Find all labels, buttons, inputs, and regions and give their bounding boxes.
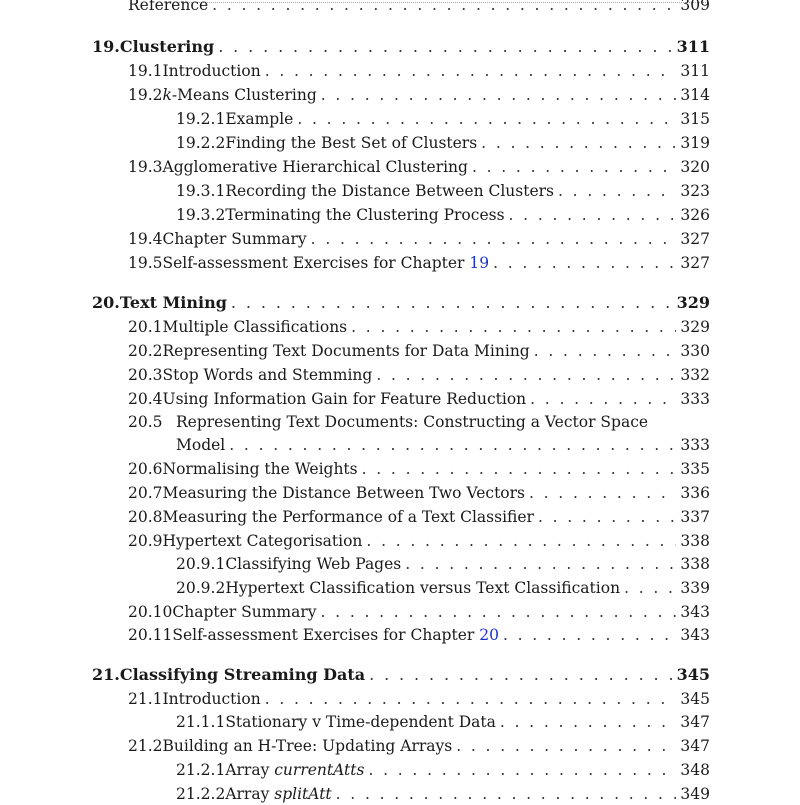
toc-number: 20.9 bbox=[128, 532, 163, 550]
toc-title: Representing Text Documents: Constructing a Vector Space bbox=[176, 413, 649, 431]
toc-title: Measuring the Distance Between Two Vectors bbox=[162, 484, 525, 502]
dot-leader bbox=[503, 624, 676, 646]
toc-number: 21.2.2 bbox=[176, 785, 226, 803]
toc-page-number: 345 bbox=[676, 665, 710, 684]
dot-leader bbox=[405, 553, 676, 575]
toc-section-row[interactable] bbox=[128, 530, 710, 552]
toc-title: Self-assessment Exercises for Chapter 19 bbox=[162, 254, 490, 272]
toc-section-row[interactable] bbox=[176, 180, 710, 202]
toc-page-number: 315 bbox=[680, 110, 710, 128]
toc-title: Chapter Summary bbox=[162, 230, 307, 248]
toc-number: 19.2.2 bbox=[176, 134, 226, 152]
dot-leader bbox=[368, 759, 676, 781]
toc-number: 20.9.1 bbox=[176, 555, 226, 573]
toc-page-number: 329 bbox=[680, 318, 710, 336]
toc-title: Classifying Web Pages bbox=[225, 555, 402, 573]
toc-section-row[interactable] bbox=[176, 783, 710, 805]
toc-section-row[interactable] bbox=[128, 364, 710, 386]
dot-leader bbox=[534, 340, 677, 362]
toc-page-number: 314 bbox=[680, 86, 710, 104]
toc-number: 19.2.1 bbox=[176, 110, 226, 128]
toc-chapter-row[interactable] bbox=[92, 664, 710, 686]
toc-section-row[interactable] bbox=[176, 553, 710, 575]
toc-section-row[interactable] bbox=[128, 316, 710, 338]
dot-leader bbox=[624, 577, 676, 599]
toc-page-number: 343 bbox=[680, 603, 710, 621]
dot-leader bbox=[311, 228, 677, 250]
toc-title: Model bbox=[176, 436, 226, 454]
toc-page-number: 337 bbox=[680, 508, 710, 526]
toc-number: 21. bbox=[92, 665, 120, 684]
toc-title: Finding the Best Set of Clusters bbox=[225, 134, 478, 152]
toc-title: Agglomerative Hierarchical Clustering bbox=[162, 158, 468, 176]
toc-section-row[interactable] bbox=[128, 411, 710, 433]
toc-title: Example bbox=[225, 110, 294, 128]
toc-page-number: 347 bbox=[680, 737, 710, 755]
toc-title: Normalising the Weights bbox=[162, 460, 358, 478]
toc-title: Array currentAtts bbox=[225, 761, 365, 779]
toc-chapter-row[interactable] bbox=[92, 36, 710, 58]
toc-page-number: 327 bbox=[680, 254, 710, 272]
dot-leader bbox=[362, 458, 677, 480]
toc-number: 20.3 bbox=[128, 366, 163, 384]
toc-title: Self-assessment Exercises for Chapter 20 bbox=[172, 626, 499, 644]
toc-title: Multiple Classifications bbox=[162, 318, 348, 336]
toc-title-italic: currentAtts bbox=[274, 761, 365, 779]
toc-page-number: 333 bbox=[680, 436, 710, 454]
toc-title: Reference bbox=[128, 0, 209, 14]
chapter-link[interactable]: 19 bbox=[469, 254, 490, 272]
dot-leader bbox=[530, 388, 676, 410]
toc-number: 20.2 bbox=[128, 342, 163, 360]
toc-page-number: 339 bbox=[680, 579, 710, 597]
dot-leader bbox=[366, 530, 676, 552]
toc-section-row[interactable] bbox=[128, 84, 710, 106]
toc-section-row[interactable] bbox=[176, 434, 710, 456]
toc-title: Measuring the Performance of a Text Classifier bbox=[162, 508, 534, 526]
toc-number: 20.8 bbox=[128, 508, 163, 526]
toc-title: Text Mining bbox=[119, 293, 227, 312]
toc-title: Classifying Streaming Data bbox=[119, 665, 366, 684]
toc-page-number: 319 bbox=[680, 134, 710, 152]
toc-number: 19.3 bbox=[128, 158, 163, 176]
toc-page-number: 309 bbox=[680, 0, 710, 14]
toc-number: 20. bbox=[92, 293, 120, 312]
toc-section-row[interactable] bbox=[128, 388, 710, 410]
toc-page-number: 335 bbox=[680, 460, 710, 478]
toc-section-row[interactable] bbox=[176, 711, 710, 733]
toc-chapter-row[interactable] bbox=[92, 292, 710, 314]
toc-number: 20.9.2 bbox=[176, 579, 226, 597]
toc-number: 20.5 bbox=[128, 413, 163, 431]
toc-page-number: 338 bbox=[680, 532, 710, 550]
toc-page-number: 338 bbox=[680, 555, 710, 573]
toc-page-number: 343 bbox=[680, 626, 710, 644]
dot-leader bbox=[538, 506, 676, 528]
dot-leader bbox=[493, 252, 676, 274]
dot-leader bbox=[321, 601, 677, 623]
toc-number: 19.1 bbox=[128, 62, 163, 80]
toc-page-number: 349 bbox=[680, 785, 710, 803]
toc-section-row[interactable] bbox=[128, 60, 710, 82]
chapter-link[interactable]: 20 bbox=[479, 626, 499, 644]
toc-title: Array splitAtt bbox=[225, 785, 332, 803]
dot-leader bbox=[376, 364, 676, 386]
dot-leader bbox=[336, 783, 677, 805]
dot-leader bbox=[229, 434, 676, 456]
toc-page-number: 332 bbox=[680, 366, 710, 384]
toc-section-row[interactable] bbox=[128, 0, 710, 16]
toc-page-number: 336 bbox=[680, 484, 710, 502]
toc-number: 20.4 bbox=[128, 390, 163, 408]
toc-section-row[interactable] bbox=[128, 252, 710, 274]
toc-title: Terminating the Clustering Process bbox=[225, 206, 505, 224]
toc-section-row[interactable] bbox=[176, 108, 710, 130]
toc-page-number: 326 bbox=[680, 206, 710, 224]
dot-leader bbox=[529, 482, 676, 504]
toc-number: 21.1 bbox=[128, 690, 163, 708]
toc-page-number: 347 bbox=[680, 713, 710, 731]
toc-number: 19.5 bbox=[128, 254, 163, 272]
toc-page-number: 323 bbox=[680, 182, 710, 200]
toc-title: Clustering bbox=[119, 37, 215, 56]
toc-section-row[interactable] bbox=[176, 132, 710, 154]
toc-title: Hypertext Classification versus Text Classification bbox=[225, 579, 621, 597]
toc-section-row[interactable] bbox=[128, 506, 710, 528]
dot-leader bbox=[297, 108, 676, 130]
toc-number: 19.3.1 bbox=[176, 182, 226, 200]
toc-section-row[interactable] bbox=[176, 759, 710, 781]
toc-title: k-Means Clustering bbox=[162, 86, 317, 104]
toc-title: Recording the Distance Between Clusters bbox=[225, 182, 555, 200]
toc-number: 20.7 bbox=[128, 484, 163, 502]
toc-section-row[interactable] bbox=[128, 458, 710, 480]
toc-title: Hypertext Categorisation bbox=[162, 532, 363, 550]
toc-number: 19.2 bbox=[128, 86, 163, 104]
toc-section-row[interactable] bbox=[176, 204, 710, 226]
toc-section-row[interactable] bbox=[128, 688, 710, 710]
toc-title: Stop Words and Stemming bbox=[162, 366, 373, 384]
toc-number: 19. bbox=[92, 37, 120, 56]
toc-section-row[interactable] bbox=[128, 735, 710, 757]
dot-leader bbox=[265, 60, 677, 82]
toc-page-number: 320 bbox=[680, 158, 710, 176]
dot-leader bbox=[212, 0, 676, 16]
toc-title: Using Information Gain for Feature Reduction bbox=[162, 390, 527, 408]
dot-leader bbox=[218, 36, 672, 58]
toc-page-number: 311 bbox=[676, 37, 710, 56]
toc-page-number: 348 bbox=[680, 761, 710, 779]
toc-title: Stationary v Time-dependent Data bbox=[225, 713, 496, 731]
toc-page-number: 345 bbox=[680, 690, 710, 708]
toc-number: 20.1 bbox=[128, 318, 163, 336]
toc-title: Representing Text Documents for Data Mining bbox=[162, 342, 530, 360]
toc-section-row[interactable] bbox=[128, 156, 710, 178]
toc-number: 21.1.1 bbox=[176, 713, 226, 731]
toc-page-number: 330 bbox=[680, 342, 710, 360]
toc-number: 19.3.2 bbox=[176, 206, 226, 224]
toc-title-italic: splitAtt bbox=[274, 785, 332, 803]
toc-title: Introduction bbox=[162, 62, 261, 80]
toc-number: 21.2 bbox=[128, 737, 163, 755]
toc-title: Building an H-Tree: Updating Arrays bbox=[162, 737, 453, 755]
dot-leader bbox=[500, 711, 677, 733]
dot-leader bbox=[481, 132, 676, 154]
toc-number: 20.10 bbox=[128, 603, 173, 621]
toc-page-number: 329 bbox=[676, 293, 710, 312]
dot-leader bbox=[231, 292, 673, 314]
dot-leader bbox=[472, 156, 676, 178]
toc-section-row[interactable] bbox=[128, 340, 710, 362]
toc-section-row[interactable] bbox=[128, 482, 710, 504]
dot-leader bbox=[369, 664, 673, 686]
toc-page-number: 311 bbox=[680, 62, 710, 80]
toc-section-row[interactable] bbox=[128, 601, 710, 623]
toc-section-row[interactable] bbox=[128, 228, 710, 250]
toc-number: 20.11 bbox=[128, 626, 173, 644]
dot-leader bbox=[456, 735, 676, 757]
toc-number: 19.4 bbox=[128, 230, 163, 248]
toc-section-row[interactable] bbox=[176, 577, 710, 599]
toc-page-number: 327 bbox=[680, 230, 710, 248]
toc-page-number: 333 bbox=[680, 390, 710, 408]
dot-leader bbox=[351, 316, 676, 338]
toc-number: 21.2.1 bbox=[176, 761, 226, 779]
toc-title-italic: k bbox=[162, 86, 172, 104]
toc-title: Chapter Summary bbox=[172, 603, 317, 621]
dot-leader bbox=[265, 688, 677, 710]
dot-leader bbox=[558, 180, 676, 202]
dot-leader bbox=[509, 204, 677, 226]
toc-number: 20.6 bbox=[128, 460, 163, 478]
dot-leader bbox=[321, 84, 677, 106]
toc-title: Introduction bbox=[162, 690, 261, 708]
toc-section-row[interactable] bbox=[128, 624, 710, 646]
